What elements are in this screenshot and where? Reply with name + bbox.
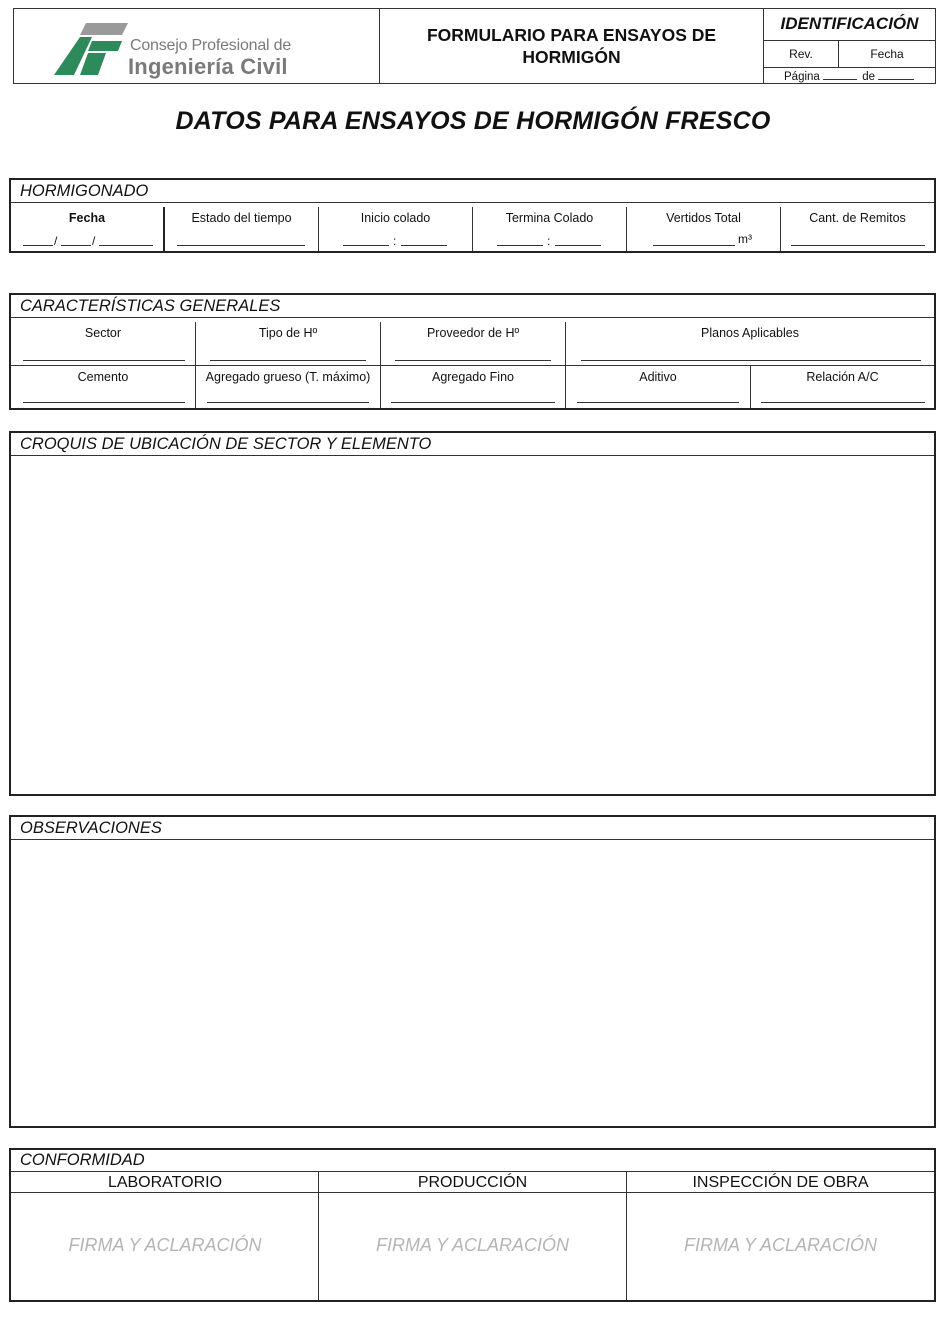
produccion-column bbox=[319, 1172, 627, 1300]
fecha-field[interactable] bbox=[11, 207, 165, 251]
hormigonado-title: HORMIGONADO bbox=[11, 180, 934, 203]
relacion-ac-field[interactable] bbox=[751, 366, 934, 408]
page-title: DATOS PARA ENSAYOS DE HORMIGÓN FRESCO bbox=[175, 107, 771, 135]
cemento-label: Cemento bbox=[77, 370, 129, 384]
cant-remitos-label: Cant. de Remitos bbox=[809, 211, 906, 225]
planos-label: Planos Aplicables bbox=[701, 326, 799, 340]
estado-tiempo-field[interactable] bbox=[165, 207, 319, 251]
cpic-logo-icon bbox=[52, 21, 130, 77]
date-separator: / bbox=[54, 234, 58, 248]
fecha-label: Fecha bbox=[839, 41, 935, 68]
planos-field[interactable] bbox=[566, 322, 934, 365]
conformidad-table bbox=[11, 1172, 934, 1300]
answer-line bbox=[761, 402, 925, 403]
agregado-grueso-field[interactable] bbox=[196, 366, 381, 408]
answer-line bbox=[577, 402, 739, 403]
termina-colado-label: Termina Colado bbox=[505, 211, 594, 225]
identification-cell bbox=[764, 9, 935, 83]
cemento-field[interactable] bbox=[11, 366, 196, 408]
identification-title: IDENTIFICACIÓN bbox=[764, 9, 935, 41]
vertidos-total-field[interactable] bbox=[627, 207, 781, 251]
hormigonado-section bbox=[9, 178, 936, 253]
answer-line bbox=[23, 360, 185, 361]
sector-field[interactable] bbox=[11, 322, 196, 365]
inicio-colado-field[interactable] bbox=[319, 207, 473, 251]
answer-line bbox=[177, 245, 305, 246]
tipo-hormigon-label: Tipo de Hº bbox=[258, 326, 318, 340]
hour-line bbox=[497, 245, 543, 246]
answer-line bbox=[791, 245, 925, 246]
laboratorio-placeholder: FIRMA Y ACLARACIÓN bbox=[68, 1235, 262, 1255]
date-separator: / bbox=[92, 234, 96, 248]
croquis-drawing-area[interactable] bbox=[11, 456, 934, 794]
agregado-grueso-label: Agregado grueso (T. máximo) bbox=[205, 370, 371, 384]
inspeccion-column bbox=[627, 1172, 934, 1300]
inspeccion-signature-field[interactable] bbox=[627, 1193, 934, 1300]
observaciones-section bbox=[9, 815, 936, 1128]
termina-colado-field[interactable] bbox=[473, 207, 627, 251]
fecha-label: Fecha bbox=[68, 211, 106, 225]
answer-line bbox=[210, 360, 366, 361]
answer-line bbox=[581, 360, 921, 361]
time-separator: : bbox=[393, 234, 397, 248]
inspeccion-placeholder: FIRMA Y ACLARACIÓN bbox=[683, 1235, 878, 1255]
logo-cell bbox=[14, 9, 380, 83]
caracteristicas-title: CARACTERÍSTICAS GENERALES bbox=[11, 295, 934, 318]
unit-label: m³ bbox=[738, 232, 752, 246]
croquis-section bbox=[9, 431, 936, 796]
caracteristicas-row-1 bbox=[11, 322, 934, 366]
aditivo-label: Aditivo bbox=[639, 370, 677, 384]
answer-line bbox=[395, 360, 551, 361]
page-count bbox=[784, 69, 934, 83]
tipo-hormigon-field[interactable] bbox=[196, 322, 381, 365]
estado-tiempo-label: Estado del tiempo bbox=[191, 211, 292, 225]
minute-line bbox=[555, 245, 601, 246]
day-line bbox=[23, 245, 53, 246]
agregado-fino-field[interactable] bbox=[381, 366, 566, 408]
de-label: de bbox=[862, 71, 876, 83]
hour-line bbox=[343, 245, 389, 246]
relacion-ac-label: Relación A/C bbox=[806, 370, 879, 384]
aditivo-field[interactable] bbox=[566, 366, 751, 408]
form-title: FORMULARIO PARA ENSAYOS DE HORMIGÓN bbox=[426, 25, 717, 67]
observaciones-text-area[interactable] bbox=[11, 840, 934, 1126]
rev-label: Rev. bbox=[764, 41, 839, 68]
pagina-label: Página bbox=[784, 71, 820, 83]
agregado-fino-label: Agregado Fino bbox=[431, 370, 514, 384]
sector-label: Sector bbox=[84, 326, 122, 340]
cant-remitos-field[interactable] bbox=[781, 207, 934, 251]
time-separator: : bbox=[547, 234, 551, 248]
answer-line bbox=[23, 402, 185, 403]
inicio-colado-label: Inicio colado bbox=[360, 211, 431, 225]
form-title-cell bbox=[380, 9, 764, 83]
answer-line bbox=[653, 245, 735, 246]
produccion-placeholder: FIRMA Y ACLARACIÓN bbox=[375, 1235, 570, 1255]
logo-text-bottom: Ingeniería Civil bbox=[128, 54, 288, 79]
inspeccion-header: INSPECCIÓN DE OBRA bbox=[627, 1172, 934, 1193]
laboratorio-column bbox=[11, 1172, 319, 1300]
proveedor-field[interactable] bbox=[381, 322, 566, 365]
croquis-title: CROQUIS DE UBICACIÓN DE SECTOR Y ELEMENTO bbox=[11, 433, 934, 456]
caracteristicas-section bbox=[9, 293, 936, 410]
produccion-signature-field[interactable] bbox=[319, 1193, 626, 1300]
logo-text-top: Consejo Profesional de bbox=[130, 37, 292, 54]
laboratorio-header: LABORATORIO bbox=[11, 1172, 319, 1193]
conformidad-section bbox=[9, 1148, 936, 1302]
answer-line bbox=[207, 402, 369, 403]
observaciones-title: OBSERVACIONES bbox=[11, 817, 934, 840]
caracteristicas-row-2 bbox=[11, 366, 934, 408]
month-line bbox=[61, 245, 91, 246]
vertidos-total-label: Vertidos Total bbox=[666, 211, 741, 225]
proveedor-label: Proveedor de Hº bbox=[426, 326, 520, 340]
page-total-field[interactable] bbox=[878, 69, 914, 80]
minute-line bbox=[401, 245, 447, 246]
form-header bbox=[13, 8, 936, 84]
laboratorio-signature-field[interactable] bbox=[11, 1193, 319, 1300]
conformidad-title: CONFORMIDAD bbox=[11, 1150, 934, 1172]
page-number-field[interactable] bbox=[823, 69, 857, 80]
hormigonado-row bbox=[11, 207, 934, 251]
answer-line bbox=[391, 402, 555, 403]
produccion-header: PRODUCCIÓN bbox=[319, 1172, 626, 1193]
year-line bbox=[99, 245, 153, 246]
